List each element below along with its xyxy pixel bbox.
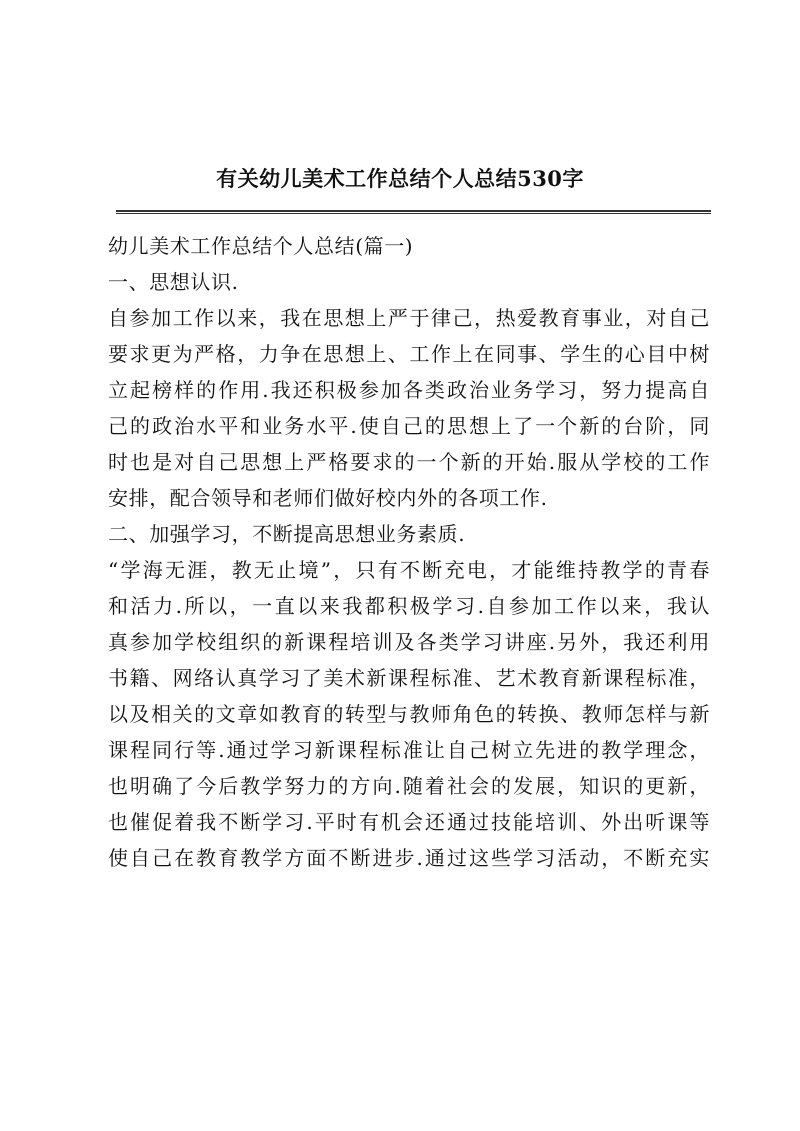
subsection-heading: 二、加强学习，不断提高思想业务素质. (108, 522, 466, 546)
page-title: 有关幼儿美术工作总结个人总结530字 (216, 166, 584, 191)
subsection-heading: 一、思想认识. (108, 270, 239, 294)
paragraph-line: 己的政治水平和业务水平.使自己的思想上了一个新的台阶，同 (108, 414, 710, 438)
paragraph-line: “学海无涯，教无止境”，只有不断充电，才能维持教学的青春 (108, 558, 710, 582)
paragraph-line: 书籍、网络认真学习了美术新课程标准、艺术教育新课程标准， (108, 666, 710, 690)
paragraph-line: 时也是对自己思想上严格要求的一个新的开始.服从学校的工作 (108, 450, 710, 474)
paragraph-line: 立起榜样的作用.我还积极参加各类政治业务学习，努力提高自 (108, 378, 710, 402)
document-body (108, 228, 710, 876)
paragraph-line: 和活力.所以，一直以来我都积极学习.自参加工作以来，我认 (108, 594, 710, 618)
paragraph-line: 以及相关的文章如教育的转型与教师角色的转换、教师怎样与新 (108, 702, 710, 726)
section-heading: 幼儿美术工作总结个人总结(篇一) (108, 234, 414, 258)
paragraph-line: 使自己在教育教学方面不断进步.通过这些学习活动，不断充实 (108, 846, 710, 870)
paragraph-line: 也明确了今后教学努力的方向.随着社会的发展，知识的更新， (108, 774, 710, 798)
paragraph-line: 也催促着我不断学习.平时有机会还通过技能培训、外出听课等 (108, 810, 710, 834)
title-divider (116, 210, 711, 214)
paragraph-line: 真参加学校组织的新课程培训及各类学习讲座.另外，我还利用 (108, 630, 710, 654)
paragraph-line: 自参加工作以来，我在思想上严于律己，热爱教育事业，对自己 (108, 306, 710, 330)
paragraph-line: 课程同行等.通过学习新课程标准让自己树立先进的教学理念， (108, 738, 710, 762)
paragraph-line: 要求更为严格，力争在思想上、工作上在同事、学生的心目中树 (108, 342, 710, 366)
paragraph-line: 安排，配合领导和老师们做好校内外的各项工作. (108, 486, 548, 510)
